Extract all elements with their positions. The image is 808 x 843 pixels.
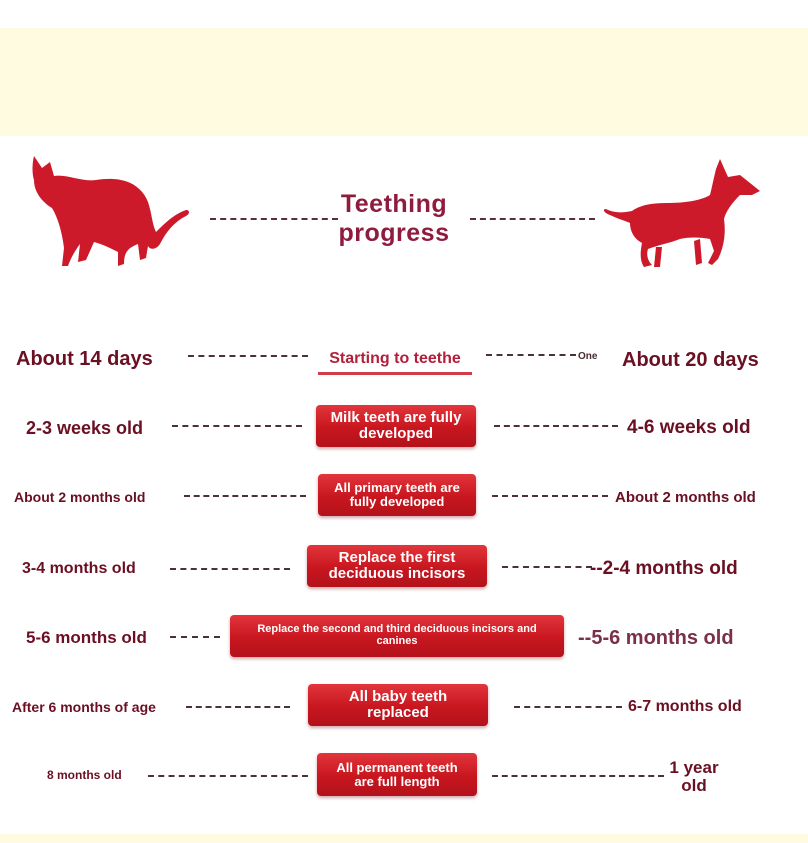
row-stage: All primary teeth are fully developed [318,474,476,516]
row-dash-left [148,775,308,777]
row-dash-left [170,568,290,570]
row-stage: Starting to teethe [318,346,472,375]
row-cat-age: 3-4 months old [22,560,136,577]
row-dash-left [186,706,290,708]
row-dash-left [170,636,220,638]
row-dash-left [184,495,306,497]
row-dog-age: About 2 months old [615,489,756,506]
row-dash-right [492,495,608,497]
title-dash-left [210,218,338,220]
row-stage: Milk teeth are fully developed [316,405,476,447]
row-dog-age: 1 year old [669,758,719,795]
row-dash-right [514,706,622,708]
row-cat-age: 8 months old [47,768,122,782]
row-dog-age: 4-6 weeks old [627,417,751,438]
row-dash-right [492,775,664,777]
title-dash-right [470,218,595,220]
row-dash-right [502,566,592,568]
row-dash-left [188,355,308,357]
row-stage: All permanent teeth are full length [317,753,477,796]
top-band [0,28,808,136]
row-cat-age: About 2 months old [14,489,146,505]
row-cat-age: After 6 months of age [12,699,156,715]
row-dog-age: About 20 days [622,349,759,371]
cat-icon [28,152,193,272]
row-dog-age: --5-6 months old [578,627,734,649]
row-stage: Replace the second and third deciduous incisors and canines [230,615,564,657]
page-title [320,190,468,248]
row-dog-age: 6-7 months old [628,698,742,715]
dog-icon [600,155,765,273]
row-dog-age: --2-4 months old [590,558,738,579]
row-stage: Replace the first deciduous incisors [307,545,487,587]
row-dash-right [494,425,618,427]
title-line-2: progress [338,219,450,247]
row-dash-left [172,425,302,427]
row-note: One [578,351,598,362]
bottom-band [0,834,808,843]
row-stage: All baby teeth replaced [308,684,488,726]
row-cat-age: About 14 days [16,348,153,370]
title-line-1: Teething [340,190,448,218]
row-cat-age: 5-6 months old [26,628,147,647]
row-cat-age: 2-3 weeks old [26,418,144,438]
row-dash-right [486,354,576,356]
